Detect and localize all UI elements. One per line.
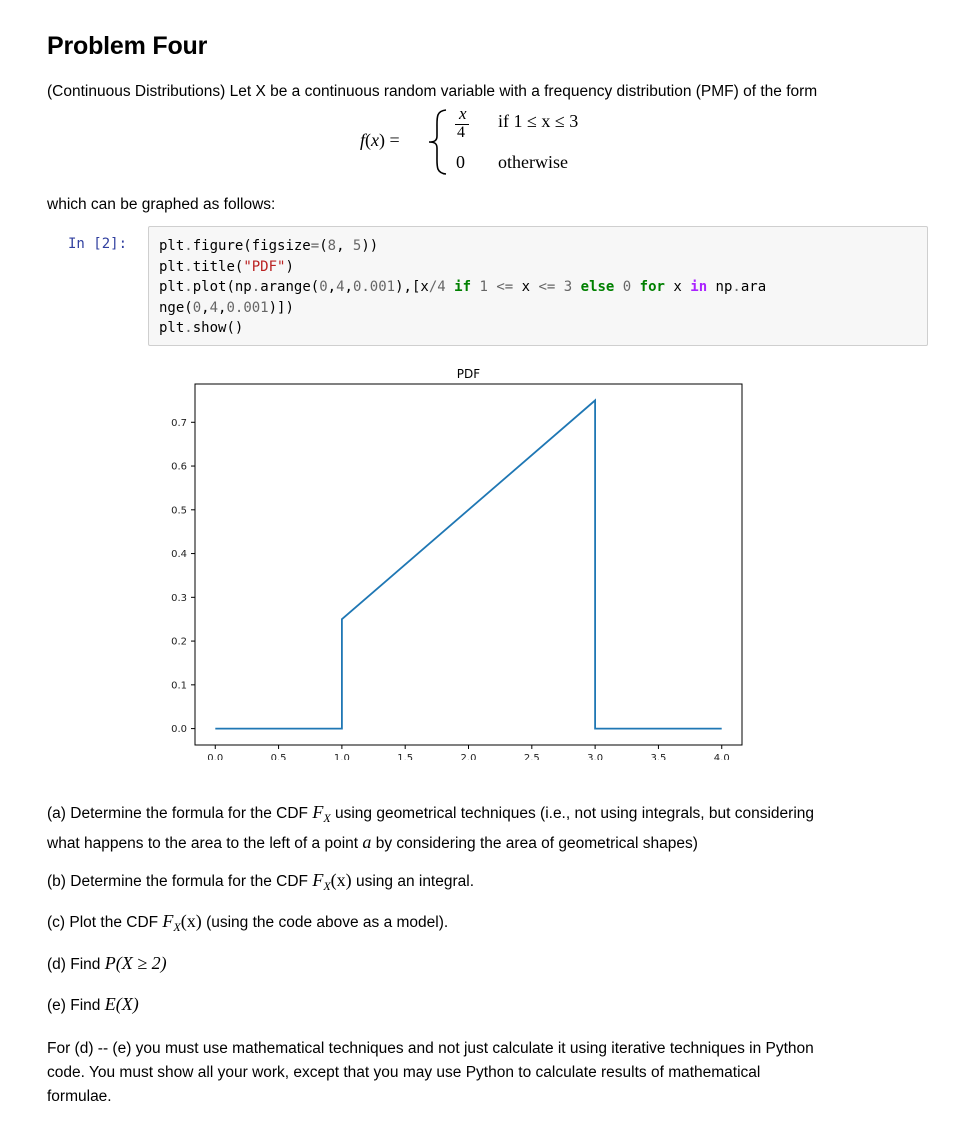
case1-denominator: 4 xyxy=(457,124,465,141)
question-b-text1: (b) Determine the formula for the CDF xyxy=(47,873,313,890)
y-tick-label: 0.7 xyxy=(171,417,187,429)
question-c-text1: (c) Plot the CDF xyxy=(47,914,163,931)
question-c-symbol: F xyxy=(162,911,174,931)
question-b-text2: using an integral. xyxy=(351,873,475,890)
x-tick-label: 1.0 xyxy=(333,753,350,760)
x-tick-label: 4.0 xyxy=(713,753,730,760)
question-a-text3: what happens to the area to the left of a point xyxy=(47,835,363,853)
question-c xyxy=(47,909,448,939)
question-e-math: E(X) xyxy=(104,994,139,1014)
intro-text: (Continuous Distributions) Let X be a continuous random variable with a frequency distribution (PMF) of the form xyxy=(47,83,818,100)
case1-numerator: x xyxy=(459,104,467,123)
question-b-subscript: X xyxy=(323,879,331,894)
question-e-text: (e) Find xyxy=(47,997,105,1014)
question-a-text4: by considering the area of geometrical shapes) xyxy=(371,835,698,853)
x-tick-label: 1.5 xyxy=(397,753,414,760)
series-line-pdf xyxy=(215,400,721,728)
graph-sentence: which can be graphed as follows: xyxy=(47,196,276,213)
question-a xyxy=(47,800,814,856)
question-b xyxy=(47,868,474,898)
x-tick-label: 2.0 xyxy=(460,753,477,760)
question-a-text2: using geometrical techniques (i.e., not using integrals, but considering xyxy=(330,805,815,822)
question-c-arg: (x) xyxy=(180,911,202,931)
x-tick-label: 0.0 xyxy=(207,753,224,760)
footer-note xyxy=(47,1037,814,1109)
code-cell[interactable] xyxy=(148,226,928,346)
question-d-text: (d) Find xyxy=(47,956,105,973)
y-tick-label: 0.1 xyxy=(171,680,187,692)
cell-prompt: In [2]: xyxy=(68,236,128,252)
x-tick-label: 3.5 xyxy=(650,753,667,760)
y-tick-label: 0.2 xyxy=(171,636,187,648)
case2-value: 0 xyxy=(456,152,465,172)
question-c-text2: (using the code above as a model). xyxy=(201,914,449,931)
x-tick-label: 2.5 xyxy=(523,753,540,760)
x-tick-label: 0.5 xyxy=(270,753,287,760)
question-d-math: P(X ≥ 2) xyxy=(104,953,167,973)
case2-condition: otherwise xyxy=(498,152,568,172)
question-c-subscript: X xyxy=(173,920,181,935)
y-tick-label: 0.6 xyxy=(171,461,187,473)
page-title: Problem Four xyxy=(47,32,208,60)
plot-frame xyxy=(195,384,742,745)
pdf-formula xyxy=(360,104,640,182)
question-a-subscript: X xyxy=(323,811,331,826)
y-tick-label: 0.4 xyxy=(171,549,187,561)
formula-lhs: f(x) = xyxy=(360,130,400,150)
question-d xyxy=(47,951,167,977)
question-b-symbol: F xyxy=(312,870,324,890)
case1-condition: if 1 ≤ x ≤ 3 xyxy=(498,111,579,131)
y-tick-label: 0.0 xyxy=(171,724,187,736)
question-a-symbol: F xyxy=(312,802,324,822)
chart-title: PDF xyxy=(456,367,481,381)
question-b-arg: (x) xyxy=(330,870,352,890)
pdf-chart xyxy=(150,360,770,760)
question-a-text1: (a) Determine the formula for the CDF xyxy=(47,805,313,822)
y-tick-label: 0.3 xyxy=(171,592,187,604)
x-tick-label: 3.0 xyxy=(587,753,604,760)
footer-line3: formulae. xyxy=(47,1088,112,1105)
question-a-point: a xyxy=(362,832,372,853)
y-tick-label: 0.5 xyxy=(171,505,187,517)
question-e xyxy=(47,992,139,1018)
left-brace-icon xyxy=(426,108,452,176)
footer-line1: For (d) -- (e) you must use mathematical techniques and not just calculate it using iterative techniques in Python xyxy=(47,1040,814,1057)
footer-line2: code. You must show all your work, except that you may use Python to calculate results of mathematical xyxy=(47,1064,761,1081)
code-text: plt.figure(figsize=(8, 5)) plt.title("PDF") plt.plot(np.arange(0,4,0.001),[x/4 if 1 <= x <= 3 else 0 for x in np.ara nge(0,4,0.001)]) plt.show() xyxy=(159,238,767,336)
